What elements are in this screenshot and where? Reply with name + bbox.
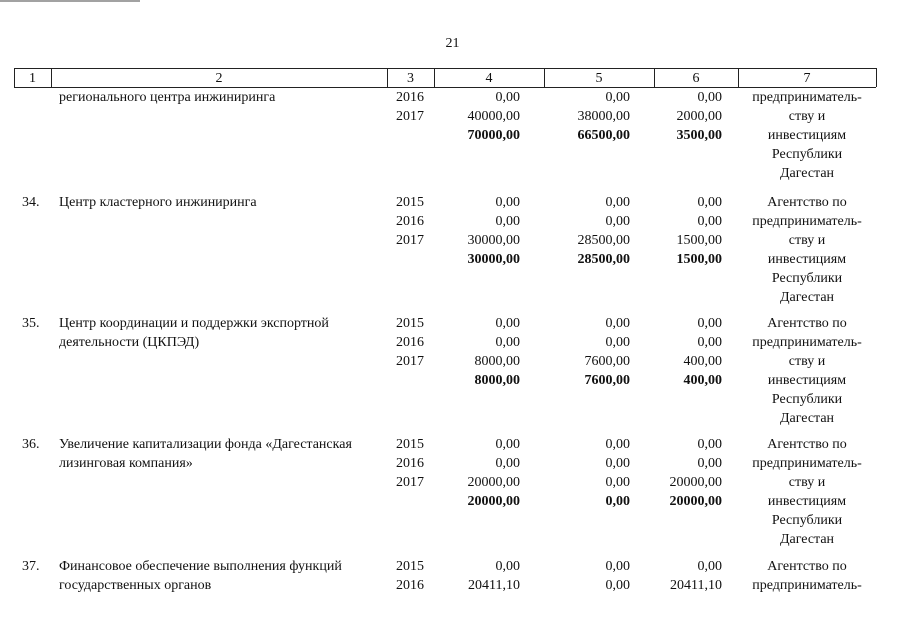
row-year: 2016 xyxy=(396,90,424,105)
col4-total: 70000,00 xyxy=(467,128,520,143)
col5-value: 0,00 xyxy=(605,437,630,452)
col6-value: 400,00 xyxy=(683,354,722,369)
agency-line: ству и xyxy=(788,233,826,248)
column-header: 5 xyxy=(595,71,603,86)
row-name-line: деятельности (ЦКПЭД) xyxy=(59,335,200,350)
col5-value: 0,00 xyxy=(605,316,630,331)
col6-total: 1500,00 xyxy=(676,252,722,267)
scan-artifact xyxy=(0,0,140,6)
col4-value: 0,00 xyxy=(495,437,520,452)
agency-line: Агентство по xyxy=(767,195,847,210)
row-number: 35. xyxy=(22,316,40,331)
row-year: 2016 xyxy=(396,335,424,350)
column-header: 3 xyxy=(407,71,414,86)
row-name-line: Центр координации и поддержки экспортной xyxy=(59,316,329,331)
col4-value: 0,00 xyxy=(495,559,520,574)
row-name-line: Увеличение капитализации фонда «Дагестанская xyxy=(59,437,352,452)
col4-total: 20000,00 xyxy=(467,494,520,509)
col6-value: 20411,10 xyxy=(670,578,722,593)
col5-value: 7600,00 xyxy=(584,354,630,369)
agency-line: ству и xyxy=(788,109,826,124)
agency-line: предприниматель- xyxy=(752,214,862,229)
col6-value: 0,00 xyxy=(697,437,722,452)
agency-line: Дагестан xyxy=(779,532,835,547)
column-header: 4 xyxy=(485,71,493,86)
row-name-line: Финансовое обеспечение выполнения функций xyxy=(59,559,342,574)
agency-line: Дагестан xyxy=(779,290,835,305)
agency-line: Республики xyxy=(771,513,843,528)
agency-line: Агентство по xyxy=(767,559,847,574)
column-header: 6 xyxy=(692,71,700,86)
col6-value: 0,00 xyxy=(697,214,722,229)
agency-line: инвестициям xyxy=(767,494,847,509)
agency-line: предприниматель- xyxy=(752,456,862,471)
agency-line: ству и xyxy=(788,475,826,490)
agency-line: инвестициям xyxy=(767,373,847,388)
row-year: 2015 xyxy=(396,559,424,574)
col4-total: 30000,00 xyxy=(467,252,520,267)
page-number: 21 xyxy=(445,36,460,51)
agency-line: Дагестан xyxy=(779,411,835,426)
col5-value: 0,00 xyxy=(605,475,630,490)
agency-line: предприниматель- xyxy=(752,578,862,593)
column-header: 2 xyxy=(215,71,223,86)
row-year: 2017 xyxy=(396,354,424,369)
col4-value: 0,00 xyxy=(495,195,520,210)
col5-value: 0,00 xyxy=(605,335,630,350)
row-name-line: государственных органов xyxy=(59,578,212,593)
col5-value: 0,00 xyxy=(605,90,630,105)
row-year: 2016 xyxy=(396,214,424,229)
agency-line: предприниматель- xyxy=(752,335,862,350)
agency-line: предприниматель- xyxy=(752,90,862,105)
row-year: 2015 xyxy=(396,195,424,210)
col4-value: 0,00 xyxy=(495,335,520,350)
agency-line: ству и xyxy=(788,354,826,369)
agency-line: Республики xyxy=(771,271,843,286)
row-name-line: регионального центра инжиниринга xyxy=(59,90,276,105)
col4-value: 0,00 xyxy=(495,214,520,229)
col6-value: 0,00 xyxy=(697,195,722,210)
col4-value: 0,00 xyxy=(495,316,520,331)
row-year: 2015 xyxy=(396,437,424,452)
col4-value: 0,00 xyxy=(495,90,520,105)
col6-total: 3500,00 xyxy=(676,128,722,143)
row-number: 34. xyxy=(22,195,40,210)
col5-value: 0,00 xyxy=(605,559,630,574)
column-header: 1 xyxy=(29,71,36,86)
row-number: 36. xyxy=(22,437,40,452)
col6-value: 0,00 xyxy=(697,559,722,574)
col4-value: 0,00 xyxy=(495,456,520,471)
col5-total: 28500,00 xyxy=(577,252,630,267)
row-year: 2016 xyxy=(396,578,424,593)
col6-value: 0,00 xyxy=(697,456,722,471)
agency-line: инвестициям xyxy=(767,128,847,143)
row-name-line: Центр кластерного инжиниринга xyxy=(59,195,257,210)
agency-line: Республики xyxy=(771,392,843,407)
row-number: 37. xyxy=(22,559,40,574)
agency-line: инвестициям xyxy=(767,252,847,267)
col5-total: 66500,00 xyxy=(577,128,630,143)
col6-value: 0,00 xyxy=(697,316,722,331)
col5-value: 0,00 xyxy=(605,456,630,471)
col5-value: 38000,00 xyxy=(577,109,630,124)
col4-value: 8000,00 xyxy=(474,354,520,369)
col6-total: 400,00 xyxy=(683,373,722,388)
row-year: 2015 xyxy=(396,316,424,331)
col6-total: 20000,00 xyxy=(669,494,722,509)
col5-value: 0,00 xyxy=(605,578,630,593)
agency-line: Республики xyxy=(771,147,843,162)
row-name-line: лизинговая компания» xyxy=(59,456,193,471)
col6-value: 20000,00 xyxy=(669,475,722,490)
col5-value: 28500,00 xyxy=(577,233,630,248)
col4-value: 20411,10 xyxy=(468,578,520,593)
agency-line: Дагестан xyxy=(779,166,835,181)
row-year: 2017 xyxy=(396,109,424,124)
table-top-border xyxy=(14,68,876,69)
col4-value: 30000,00 xyxy=(467,233,520,248)
col-divider xyxy=(876,68,877,87)
col4-total: 8000,00 xyxy=(474,373,520,388)
row-year: 2016 xyxy=(396,456,424,471)
col4-value: 20000,00 xyxy=(467,475,520,490)
col6-value: 2000,00 xyxy=(676,109,722,124)
col5-total: 0,00 xyxy=(605,494,630,509)
agency-line: Агентство по xyxy=(767,316,847,331)
col5-total: 7600,00 xyxy=(584,373,630,388)
row-year: 2017 xyxy=(396,233,424,248)
row-year: 2017 xyxy=(396,475,424,490)
agency-line: Агентство по xyxy=(767,437,847,452)
col5-value: 0,00 xyxy=(605,195,630,210)
col6-value: 0,00 xyxy=(697,335,722,350)
col6-value: 1500,00 xyxy=(676,233,722,248)
col4-value: 40000,00 xyxy=(467,109,520,124)
column-header: 7 xyxy=(803,71,811,86)
col6-value: 0,00 xyxy=(697,90,722,105)
col5-value: 0,00 xyxy=(605,214,630,229)
